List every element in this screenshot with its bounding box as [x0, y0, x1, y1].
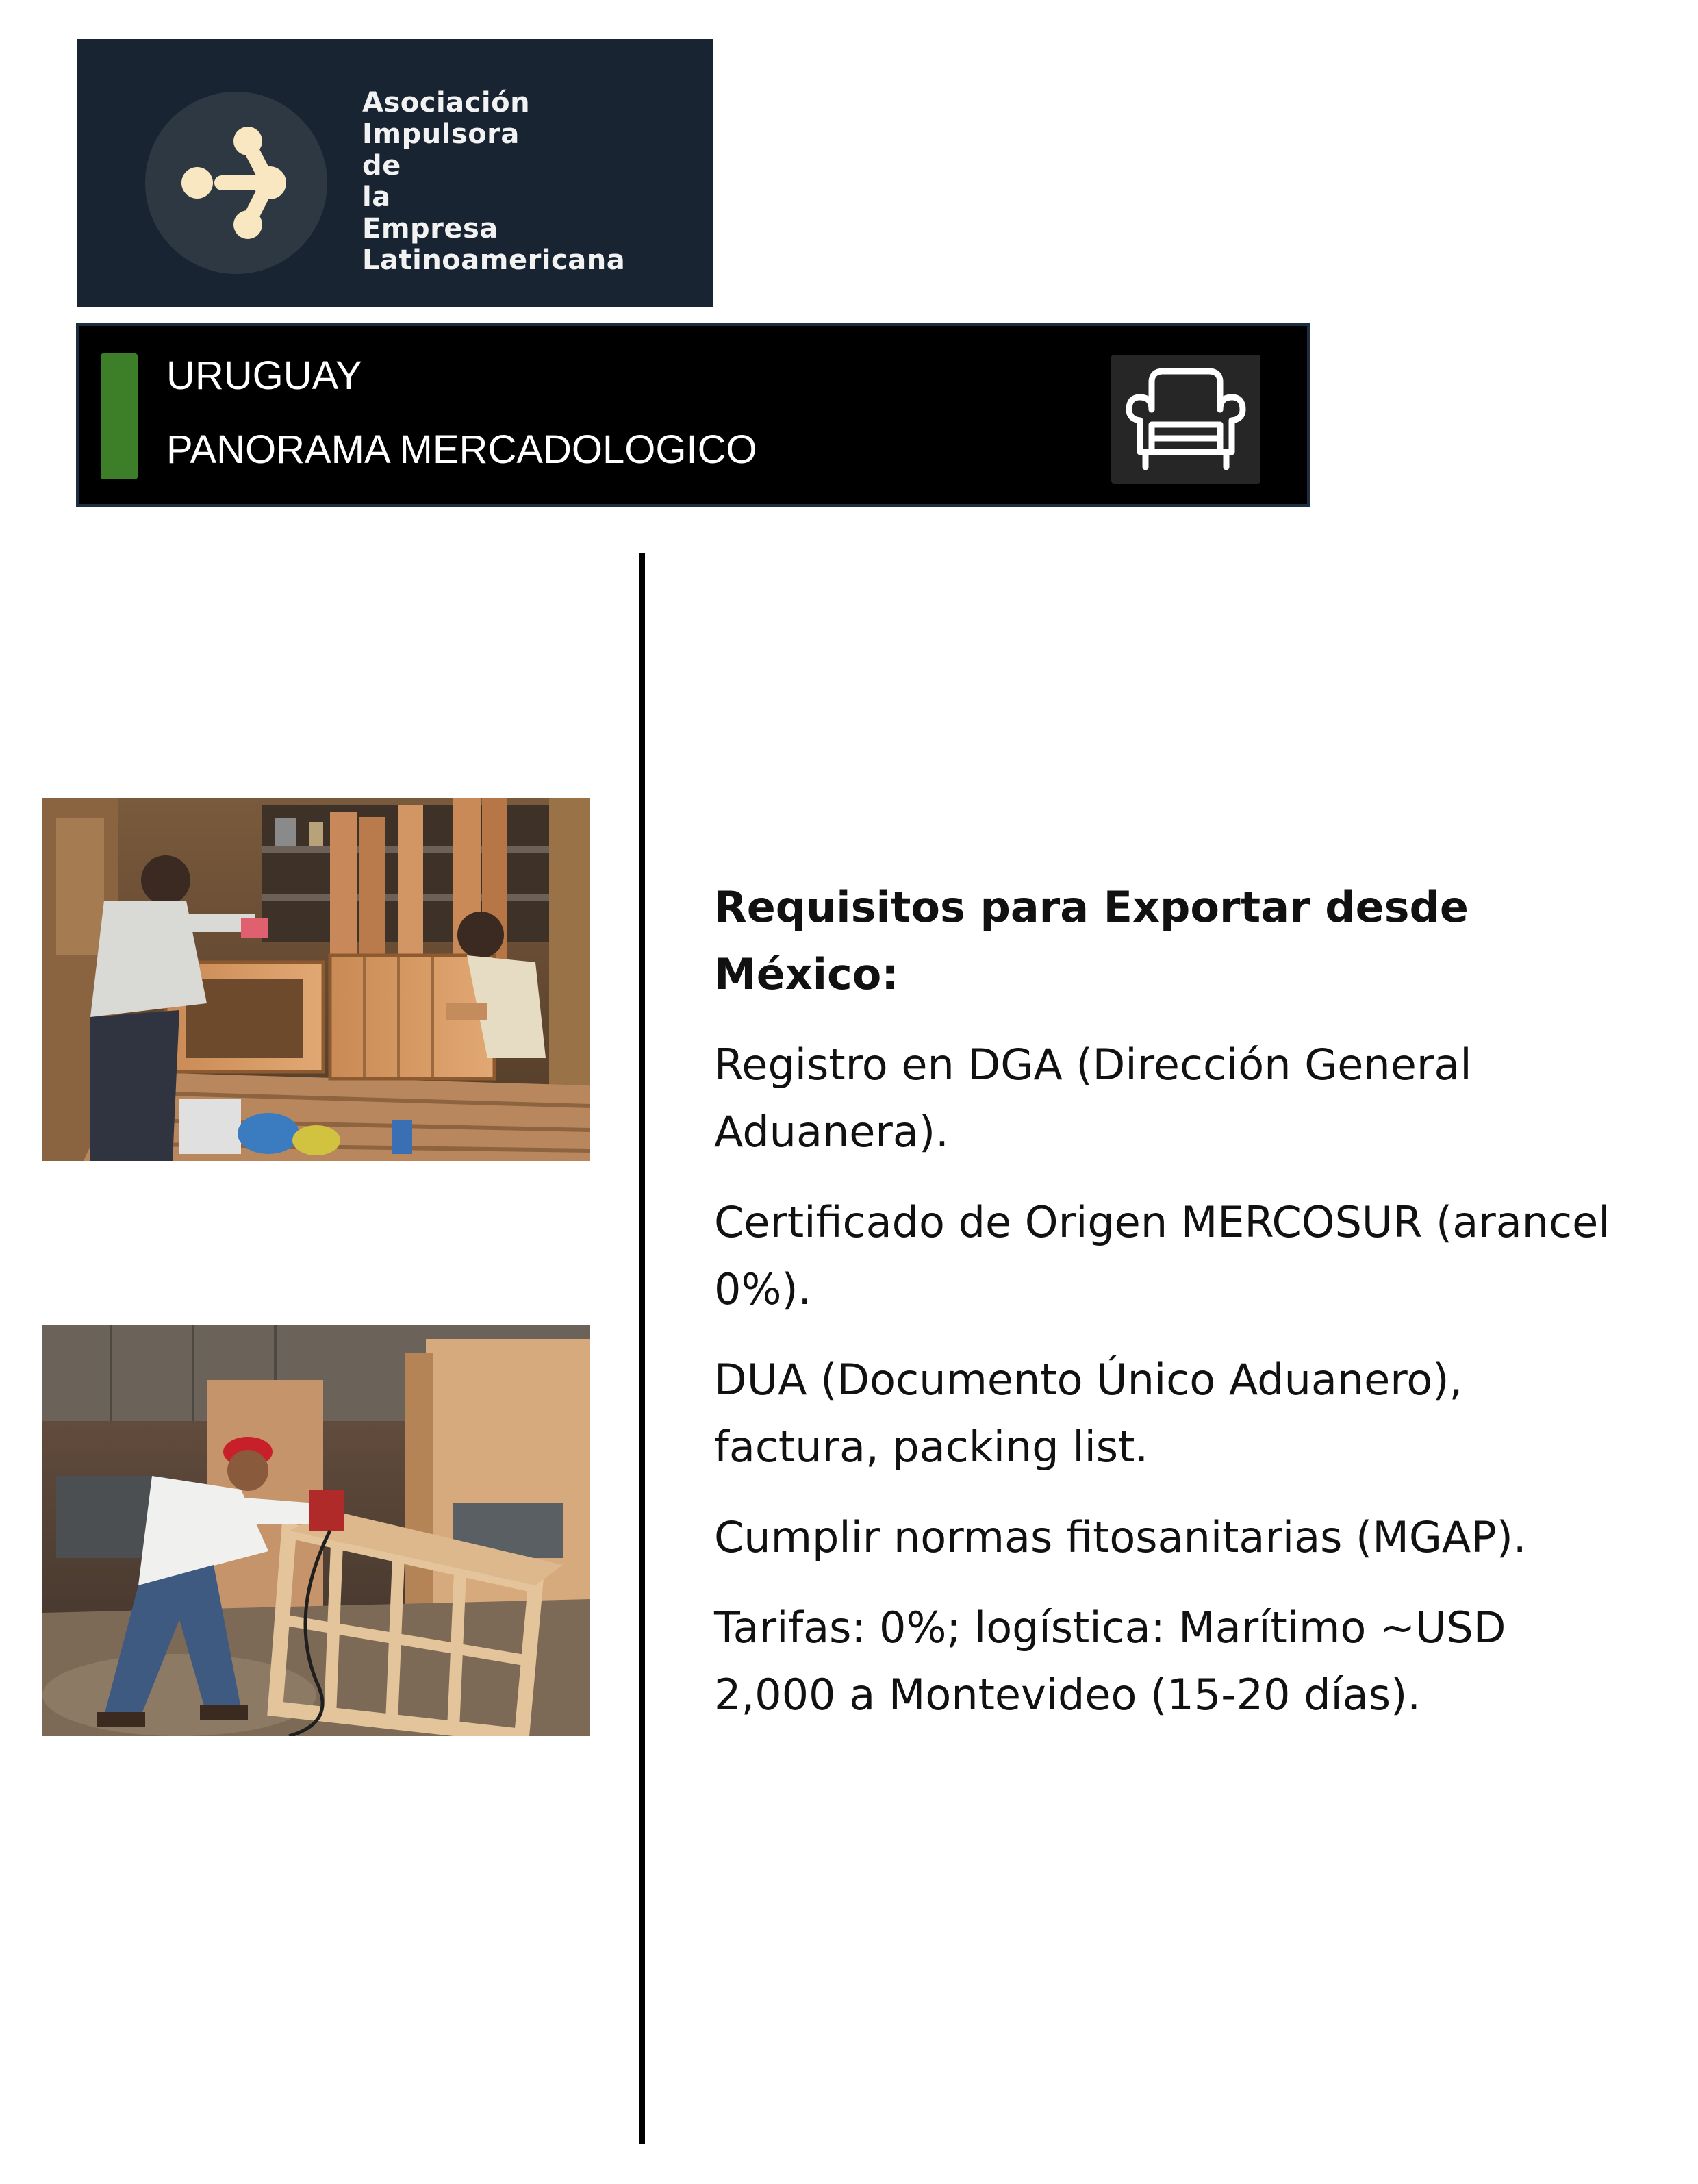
logo-line: la: [362, 181, 391, 213]
armchair-icon: [1121, 362, 1251, 477]
country-title: URUGUAY: [166, 353, 362, 398]
requirement-item: Certificado de Origen MERCOSUR (arancel 0%).: [714, 1197, 1610, 1314]
logo-line: Asociación: [362, 87, 531, 118]
header-bar: [76, 323, 1310, 507]
vertical-divider: [639, 553, 645, 2144]
furniture-icon-box: [1111, 355, 1260, 484]
requirement-item: Cumplir normas fitosanitarias (MGAP).: [714, 1512, 1527, 1562]
logo-line: Latinoamericana: [362, 244, 626, 276]
logo-line: Empresa: [362, 213, 498, 244]
carpenters-assembling-wood-boxes-photo: [42, 798, 590, 1161]
requirement-item: DUA (Documento Único Aduanero), factura, packing list.: [714, 1355, 1463, 1472]
logo-emblem: [145, 92, 327, 274]
network-arrow-icon: [145, 92, 327, 274]
organization-logo: [77, 39, 713, 307]
report-subtitle: PANORAMA MERCADOLOGICO: [166, 427, 757, 472]
requirements-heading: Requisitos para Exportar desde México:: [714, 882, 1469, 999]
logo-line: Impulsora: [362, 118, 520, 150]
requirement-item: Tarifas: 0%; logística: Marítimo ~USD 2,000 a Montevideo (15-20 días).: [714, 1603, 1506, 1720]
requirement-item: Registro en DGA (Dirección General Aduanera).: [714, 1040, 1472, 1157]
accent-bar: [101, 353, 138, 479]
logo-line: de: [362, 150, 401, 181]
logo-wordmark: [362, 87, 625, 276]
carpenter-routing-wood-frame-photo: [42, 1325, 590, 1736]
export-requirements: [714, 874, 1632, 1752]
